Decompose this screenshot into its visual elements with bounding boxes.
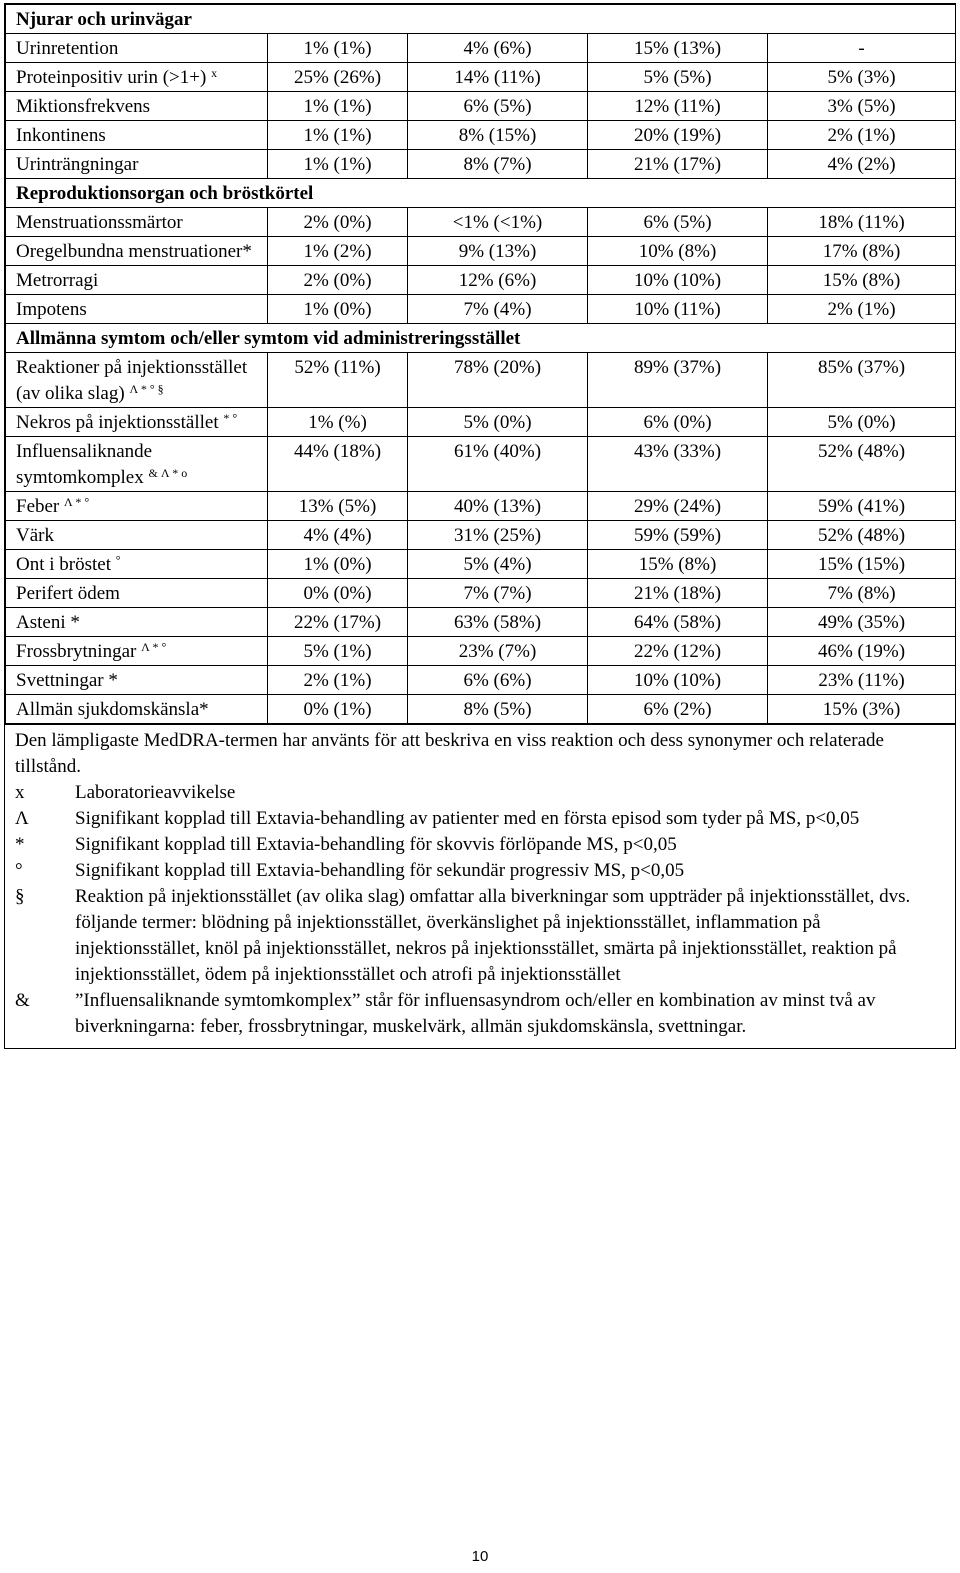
value-cell: 59% (59%)	[588, 521, 768, 550]
row-label: Värk	[16, 525, 54, 546]
footnote-symbol: &	[15, 990, 30, 1011]
row-label-cell	[6, 437, 268, 492]
table-row	[6, 121, 956, 150]
value-cell: 78% (20%)	[408, 353, 588, 408]
value-cell: 13% (5%)	[268, 492, 408, 521]
value-cell: 52% (11%)	[268, 353, 408, 408]
footnote-marker: * °	[223, 411, 238, 425]
section-title: Allmänna symtom och/eller symtom vid administreringsstället	[6, 324, 956, 353]
value-cell: 85% (37%)	[768, 353, 956, 408]
table-row	[6, 150, 956, 179]
value-cell: 23% (11%)	[768, 666, 956, 695]
value-cell: 6% (6%)	[408, 666, 588, 695]
value-cell: 2% (1%)	[768, 121, 956, 150]
value-cell: 20% (19%)	[588, 121, 768, 150]
table-row	[6, 208, 956, 237]
footnote-text: Signifikant kopplad till Extavia-behandling av patienter med en första episod som tyder på MS, p<0,05	[75, 808, 860, 829]
footnote-text: Laboratorieavvikelse	[75, 782, 236, 803]
value-cell: 22% (12%)	[588, 637, 768, 666]
value-cell: 4% (6%)	[408, 34, 588, 63]
row-label: Urinträngningar	[16, 154, 139, 175]
footnote	[15, 780, 943, 806]
value-cell: 10% (10%)	[588, 666, 768, 695]
footnote-text: Signifikant kopplad till Extavia-behandling för sekundär progressiv MS, p<0,05	[75, 860, 685, 881]
value-cell: 7% (7%)	[408, 579, 588, 608]
value-cell: 8% (5%)	[408, 695, 588, 724]
row-label: Impotens	[16, 299, 87, 320]
row-label: Influensaliknande symtomkomplex	[16, 441, 153, 488]
table-row	[6, 408, 956, 437]
value-cell: 15% (3%)	[768, 695, 956, 724]
value-cell: -	[768, 34, 956, 63]
footnote-text: Reaktion på injektionsstället (av olika slag) omfattar alla biverkningar som uppträder på injektionsstället, dvs. följande termer: blödning på injektionsstället, överkänslighet på injektionsstället, inflammation på injektionsstället, knöl på injektionsstället, nekros på injektionsstället, smärta på injektionsstället, reaktion på injektionsstället, ödem på injektionsstället och atrofi på injektionsstället	[75, 886, 911, 985]
value-cell: 52% (48%)	[768, 521, 956, 550]
value-cell: 6% (5%)	[408, 92, 588, 121]
value-cell: 5% (0%)	[408, 408, 588, 437]
value-cell: 10% (8%)	[588, 237, 768, 266]
footnote-symbol: Λ	[15, 808, 29, 829]
value-cell: 4% (2%)	[768, 150, 956, 179]
footnote	[15, 806, 943, 832]
value-cell: 5% (4%)	[408, 550, 588, 579]
row-label-cell	[6, 237, 268, 266]
value-cell: 1% (1%)	[268, 121, 408, 150]
section-header-row	[6, 324, 956, 353]
value-cell: 6% (5%)	[588, 208, 768, 237]
value-cell: 64% (58%)	[588, 608, 768, 637]
value-cell: 1% (0%)	[268, 295, 408, 324]
row-label: Perifert ödem	[16, 583, 120, 604]
table-row	[6, 579, 956, 608]
footnote-symbol: §	[15, 886, 25, 907]
value-cell: 63% (58%)	[408, 608, 588, 637]
table-row	[6, 437, 956, 492]
row-label-cell	[6, 150, 268, 179]
table-row	[6, 63, 956, 92]
value-cell: 2% (0%)	[268, 266, 408, 295]
footnote-marker: Λ * °	[64, 495, 90, 509]
row-label-cell	[6, 408, 268, 437]
footnote-marker: x	[211, 66, 218, 80]
table-row	[6, 637, 956, 666]
row-label-cell	[6, 637, 268, 666]
value-cell: 8% (15%)	[408, 121, 588, 150]
row-label-cell	[6, 121, 268, 150]
value-cell: 31% (25%)	[408, 521, 588, 550]
value-cell: 46% (19%)	[768, 637, 956, 666]
row-label: Proteinpositiv urin (>1+)	[16, 67, 207, 88]
value-cell: 5% (1%)	[268, 637, 408, 666]
row-label: Frossbrytningar	[16, 641, 137, 662]
table-row	[6, 666, 956, 695]
adverse-reactions-table	[5, 4, 956, 724]
row-label-cell	[6, 666, 268, 695]
value-cell: 44% (18%)	[268, 437, 408, 492]
adverse-reactions-document	[4, 3, 956, 1049]
row-label-cell	[6, 63, 268, 92]
notes-intro: Den lämpligaste MedDRA-termen har använts för att beskriva en viss reaktion och dess synonymer och relaterade tillstånd.	[15, 730, 884, 777]
section-title: Njurar och urinvägar	[6, 5, 956, 34]
footnotes-section	[5, 724, 955, 1048]
page-number: 10	[471, 1548, 489, 1565]
table-row	[6, 608, 956, 637]
row-label: Nekros på injektionsstället	[16, 412, 219, 433]
footnote	[15, 832, 943, 858]
value-cell: 49% (35%)	[768, 608, 956, 637]
value-cell: 17% (8%)	[768, 237, 956, 266]
section-header-row	[6, 179, 956, 208]
value-cell: 1% (0%)	[268, 550, 408, 579]
value-cell: <1% (<1%)	[408, 208, 588, 237]
value-cell: 43% (33%)	[588, 437, 768, 492]
footnote-list	[15, 780, 943, 1040]
value-cell: 21% (18%)	[588, 579, 768, 608]
table-row	[6, 550, 956, 579]
value-cell: 40% (13%)	[408, 492, 588, 521]
row-label: Miktionsfrekvens	[16, 96, 151, 117]
row-label: Svettningar *	[16, 670, 118, 691]
value-cell: 29% (24%)	[588, 492, 768, 521]
value-cell: 25% (26%)	[268, 63, 408, 92]
value-cell: 7% (8%)	[768, 579, 956, 608]
footnote-marker: °	[115, 553, 121, 567]
row-label-cell	[6, 266, 268, 295]
value-cell: 2% (0%)	[268, 208, 408, 237]
row-label-cell	[6, 208, 268, 237]
value-cell: 59% (41%)	[768, 492, 956, 521]
value-cell: 52% (48%)	[768, 437, 956, 492]
row-label-cell	[6, 34, 268, 63]
value-cell: 6% (0%)	[588, 408, 768, 437]
table-row	[6, 295, 956, 324]
section-header-row	[6, 5, 956, 34]
value-cell: 61% (40%)	[408, 437, 588, 492]
value-cell: 1% (%)	[268, 408, 408, 437]
value-cell: 12% (6%)	[408, 266, 588, 295]
value-cell: 4% (4%)	[268, 521, 408, 550]
value-cell: 10% (11%)	[588, 295, 768, 324]
value-cell: 18% (11%)	[768, 208, 956, 237]
footnote-marker: & Λ * o	[148, 466, 188, 480]
row-label: Urinretention	[16, 38, 119, 59]
footnote-symbol: x	[15, 782, 25, 803]
footnote-symbol: °	[15, 860, 23, 881]
value-cell: 15% (8%)	[768, 266, 956, 295]
value-cell: 14% (11%)	[408, 63, 588, 92]
footnote	[15, 884, 943, 988]
value-cell: 1% (1%)	[268, 92, 408, 121]
value-cell: 89% (37%)	[588, 353, 768, 408]
value-cell: 5% (5%)	[588, 63, 768, 92]
value-cell: 5% (3%)	[768, 63, 956, 92]
section-title: Reproduktionsorgan och bröstkörtel	[6, 179, 956, 208]
row-label: Feber	[16, 496, 60, 517]
value-cell: 15% (15%)	[768, 550, 956, 579]
row-label-cell	[6, 579, 268, 608]
value-cell: 15% (8%)	[588, 550, 768, 579]
table-row	[6, 492, 956, 521]
value-cell: 2% (1%)	[268, 666, 408, 695]
row-label: Allmän sjukdomskänsla*	[16, 699, 209, 720]
value-cell: 15% (13%)	[588, 34, 768, 63]
value-cell: 3% (5%)	[768, 92, 956, 121]
row-label-cell	[6, 550, 268, 579]
row-label-cell	[6, 353, 268, 408]
row-label: Ont i bröstet	[16, 554, 111, 575]
table-row	[6, 353, 956, 408]
value-cell: 0% (1%)	[268, 695, 408, 724]
value-cell: 1% (1%)	[268, 34, 408, 63]
row-label-cell	[6, 92, 268, 121]
value-cell: 21% (17%)	[588, 150, 768, 179]
row-label-cell	[6, 295, 268, 324]
footnote-text: Signifikant kopplad till Extavia-behandling för skovvis förlöpande MS, p<0,05	[75, 834, 677, 855]
value-cell: 1% (1%)	[268, 150, 408, 179]
value-cell: 7% (4%)	[408, 295, 588, 324]
footnote-symbol: *	[15, 834, 25, 855]
footnote	[15, 858, 943, 884]
footnote-marker: Λ * ° §	[129, 382, 164, 396]
footnote-marker: Λ * °	[141, 640, 167, 654]
row-label: Menstruationssmärtor	[16, 212, 183, 233]
value-cell: 22% (17%)	[268, 608, 408, 637]
row-label: Oregelbundna menstruationer*	[16, 241, 252, 262]
value-cell: 12% (11%)	[588, 92, 768, 121]
table-row	[6, 34, 956, 63]
value-cell: 6% (2%)	[588, 695, 768, 724]
row-label-cell	[6, 521, 268, 550]
row-label: Reaktioner på injektionsstället (av olika slag)	[16, 357, 248, 404]
table-row	[6, 521, 956, 550]
value-cell: 9% (13%)	[408, 237, 588, 266]
table-row	[6, 237, 956, 266]
table-row	[6, 266, 956, 295]
value-cell: 8% (7%)	[408, 150, 588, 179]
table-row	[6, 92, 956, 121]
value-cell: 0% (0%)	[268, 579, 408, 608]
row-label: Inkontinens	[16, 125, 106, 146]
table-row	[6, 695, 956, 724]
row-label: Asteni *	[16, 612, 80, 633]
value-cell: 5% (0%)	[768, 408, 956, 437]
value-cell: 2% (1%)	[768, 295, 956, 324]
row-label-cell	[6, 492, 268, 521]
footnote	[15, 988, 943, 1040]
value-cell: 10% (10%)	[588, 266, 768, 295]
footnote-text: ”Influensaliknande symtomkomplex” står för influensasyndrom och/eller en kombination av minst två av biverkningarna: feber, frossbrytningar, muskelvärk, allmän sjukdomskänsla, svettningar.	[75, 990, 876, 1037]
row-label-cell	[6, 608, 268, 637]
row-label-cell	[6, 695, 268, 724]
value-cell: 1% (2%)	[268, 237, 408, 266]
value-cell: 23% (7%)	[408, 637, 588, 666]
row-label: Metrorragi	[16, 270, 99, 291]
